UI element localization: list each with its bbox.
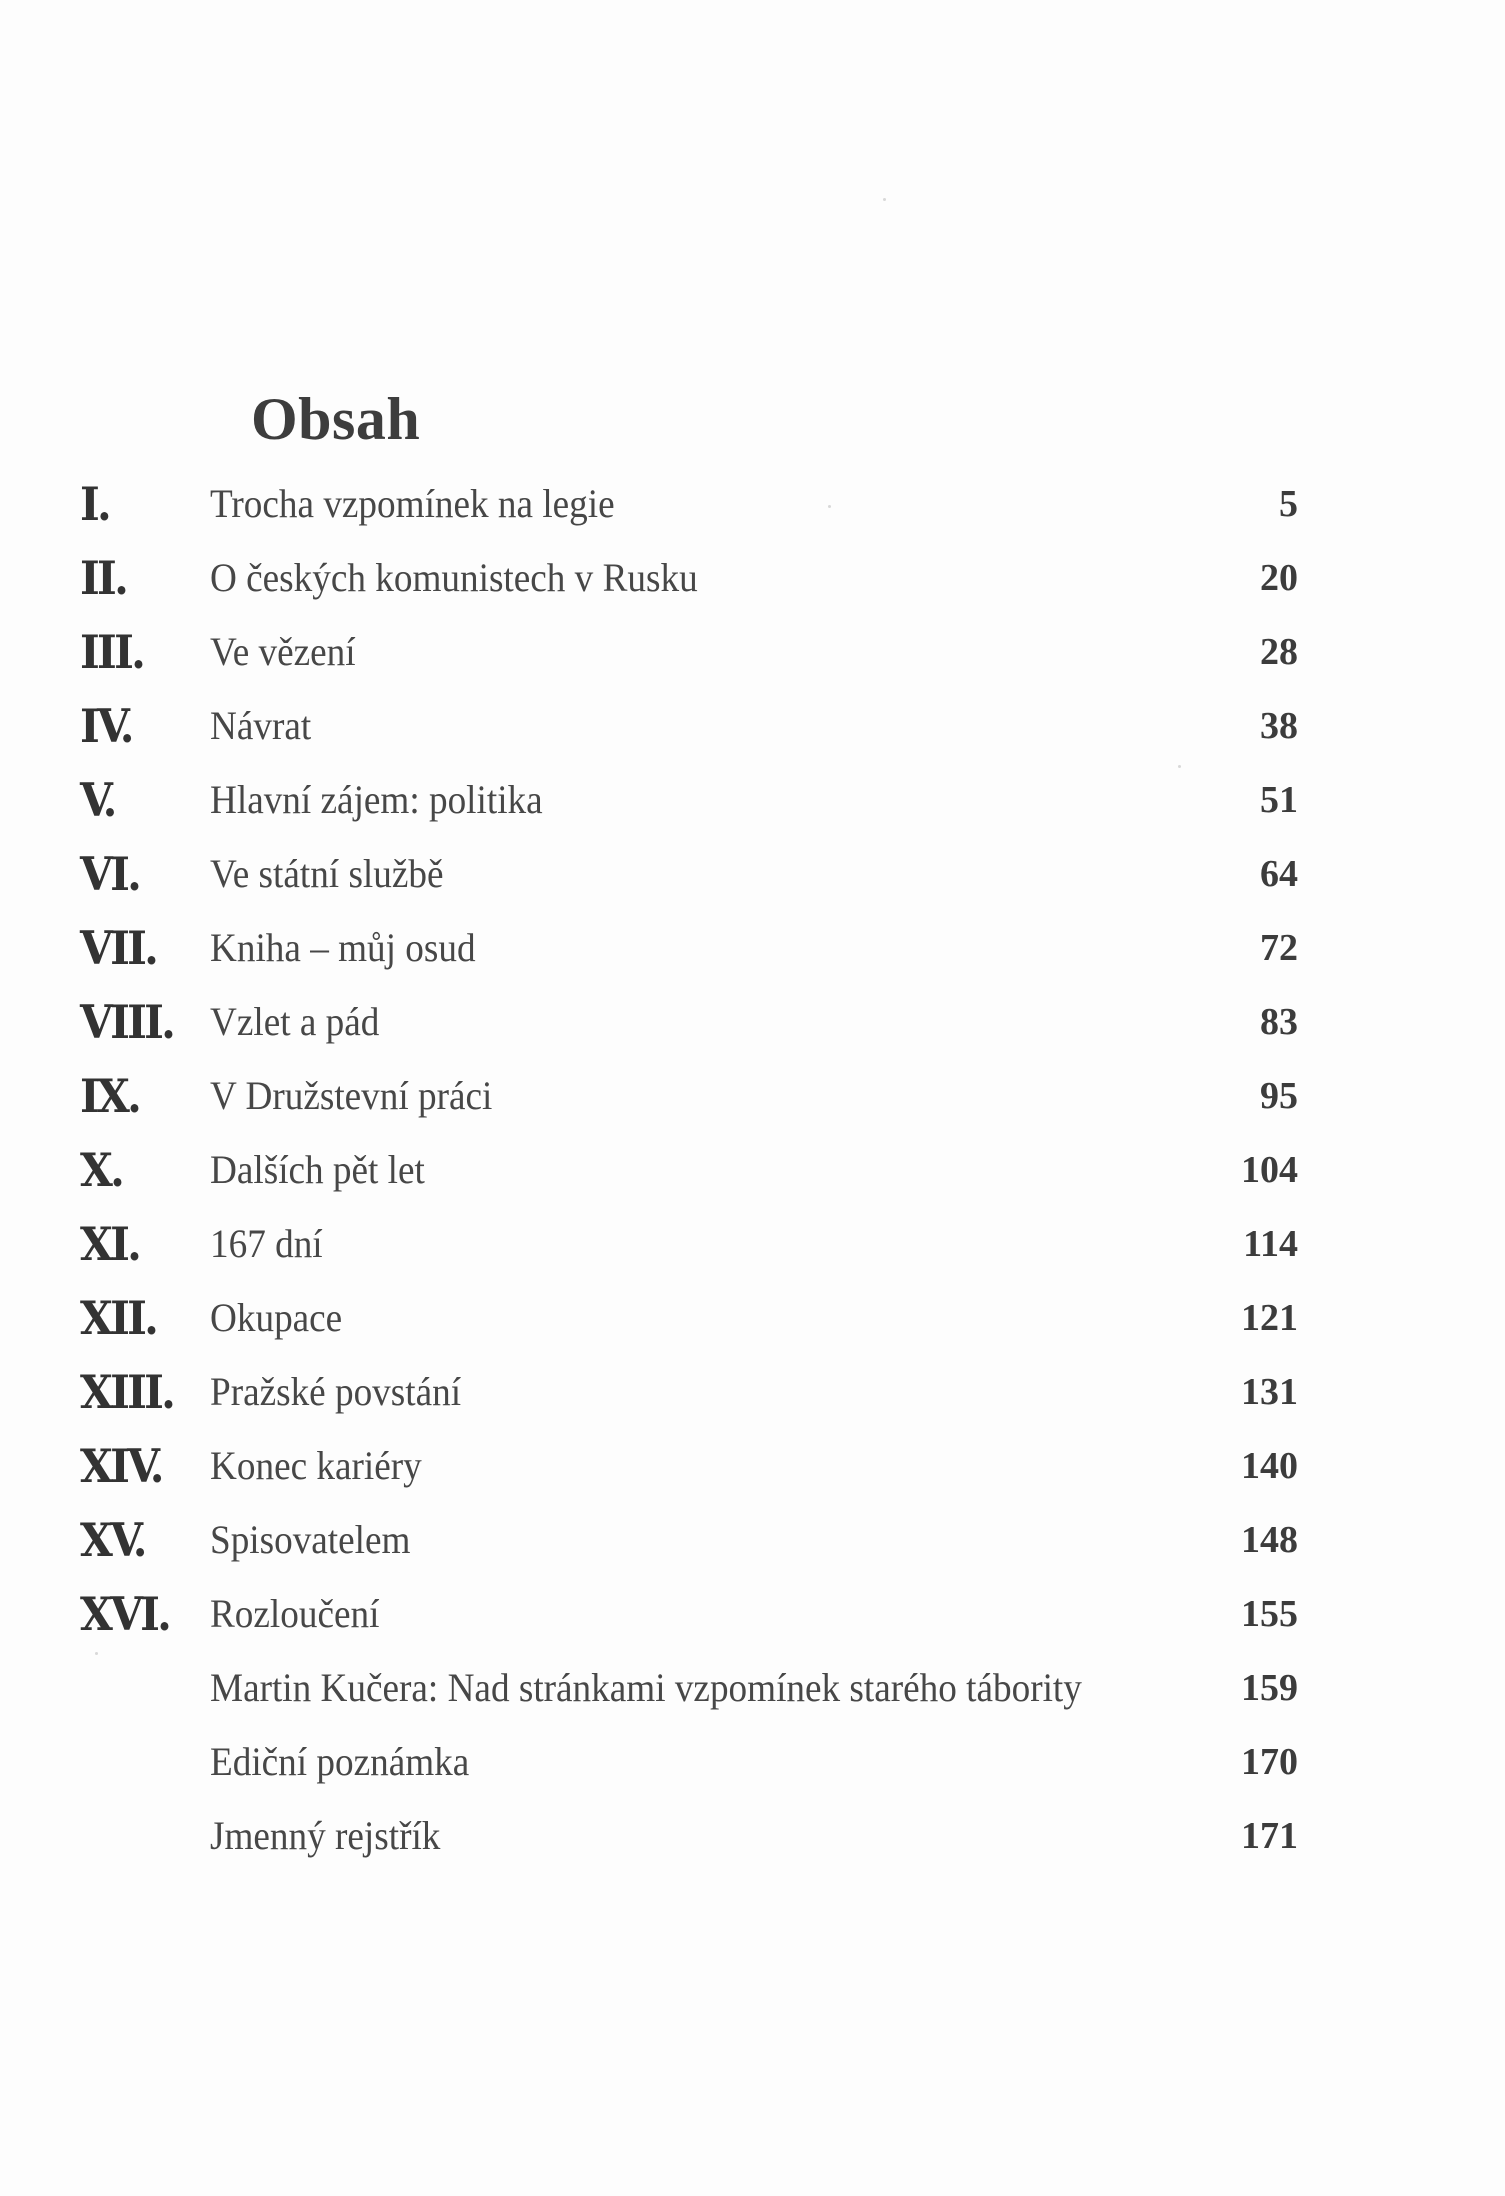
toc-entry[interactable] — [0, 1810, 1505, 1884]
toc-entry[interactable] — [0, 1440, 1505, 1514]
toc-entry[interactable] — [0, 552, 1505, 626]
toc-heading: Obsah — [251, 386, 421, 452]
page-number: 72 — [1260, 927, 1298, 969]
toc-entry[interactable] — [0, 1514, 1505, 1588]
page-number: 148 — [1241, 1519, 1298, 1561]
chapter-numeral: VI. — [80, 847, 140, 901]
chapter-numeral: II. — [80, 551, 127, 605]
page-number: 104 — [1241, 1149, 1298, 1191]
table-of-contents — [0, 478, 1505, 1884]
chapter-numeral: XI. — [80, 1217, 140, 1271]
toc-entry[interactable] — [0, 478, 1505, 552]
chapter-title: Konec kariéry — [210, 1443, 422, 1488]
chapter-numeral: XV. — [80, 1513, 145, 1567]
chapter-title: Okupace — [210, 1295, 343, 1340]
chapter-title: O českých komunistech v Rusku — [210, 555, 698, 600]
chapter-title: Rozloučení — [210, 1591, 380, 1636]
chapter-title: Ve státní službě — [210, 851, 444, 896]
chapter-title: Spisovatelem — [210, 1517, 411, 1562]
chapter-title: Kniha – můj osud — [210, 925, 476, 970]
chapter-title: Trocha vzpomínek na legie — [210, 481, 615, 526]
page-number: 114 — [1243, 1223, 1298, 1265]
toc-entry[interactable] — [0, 1366, 1505, 1440]
toc-entry[interactable] — [0, 1218, 1505, 1292]
chapter-numeral: XIV. — [80, 1439, 162, 1493]
toc-entry[interactable] — [0, 1736, 1505, 1810]
page-number: 171 — [1241, 1815, 1298, 1857]
chapter-title: Návrat — [210, 703, 312, 748]
toc-entry[interactable] — [0, 848, 1505, 922]
page-number: 20 — [1260, 557, 1298, 599]
toc-entry[interactable] — [0, 700, 1505, 774]
toc-entry[interactable] — [0, 1662, 1505, 1736]
page-number: 131 — [1241, 1371, 1298, 1413]
chapter-title: Pražské povstání — [210, 1369, 462, 1414]
page-number: 64 — [1260, 853, 1298, 895]
page-number: 83 — [1260, 1001, 1298, 1043]
chapter-title: Vzlet a pád — [210, 999, 380, 1044]
chapter-numeral: IV. — [80, 699, 132, 753]
page-number: 159 — [1241, 1667, 1298, 1709]
chapter-numeral: III. — [80, 625, 144, 679]
chapter-numeral: V. — [80, 773, 115, 827]
chapter-numeral: VIII. — [80, 995, 174, 1049]
toc-entry[interactable] — [0, 626, 1505, 700]
section-title: Jmenný rejstřík — [210, 1813, 441, 1858]
chapter-numeral: VII. — [80, 921, 157, 975]
chapter-title: Dalších pět let — [210, 1147, 425, 1192]
page-number: 28 — [1260, 631, 1298, 673]
chapter-title: Ve vězení — [210, 629, 356, 674]
page-number: 170 — [1241, 1741, 1298, 1783]
toc-entry[interactable] — [0, 996, 1505, 1070]
page-number: 51 — [1260, 779, 1298, 821]
scan-speck — [883, 198, 886, 201]
toc-entry[interactable] — [0, 1144, 1505, 1218]
chapter-numeral: XII. — [80, 1291, 157, 1345]
chapter-numeral: X. — [80, 1143, 123, 1197]
chapter-numeral: XIII. — [80, 1365, 174, 1419]
page-number: 38 — [1260, 705, 1298, 747]
chapter-title: V Družstevní práci — [210, 1073, 493, 1118]
page-number: 140 — [1241, 1445, 1298, 1487]
page-number: 121 — [1241, 1297, 1298, 1339]
toc-entry[interactable] — [0, 1588, 1505, 1662]
toc-entry[interactable] — [0, 1292, 1505, 1366]
section-title: Martin Kučera: Nad stránkami vzpomínek starého tábority — [210, 1665, 1082, 1710]
toc-entry[interactable] — [0, 1070, 1505, 1144]
toc-entry[interactable] — [0, 922, 1505, 996]
chapter-title: Hlavní zájem: politika — [210, 777, 543, 822]
page-number: 95 — [1260, 1075, 1298, 1117]
section-title: Ediční poznámka — [210, 1739, 470, 1784]
toc-entry[interactable] — [0, 774, 1505, 848]
chapter-title: 167 dní — [210, 1221, 323, 1266]
page-number: 155 — [1241, 1593, 1298, 1635]
chapter-numeral: XVI. — [80, 1587, 170, 1641]
page-number: 5 — [1279, 483, 1298, 525]
chapter-numeral: I. — [80, 477, 110, 531]
chapter-numeral: IX. — [80, 1069, 140, 1123]
